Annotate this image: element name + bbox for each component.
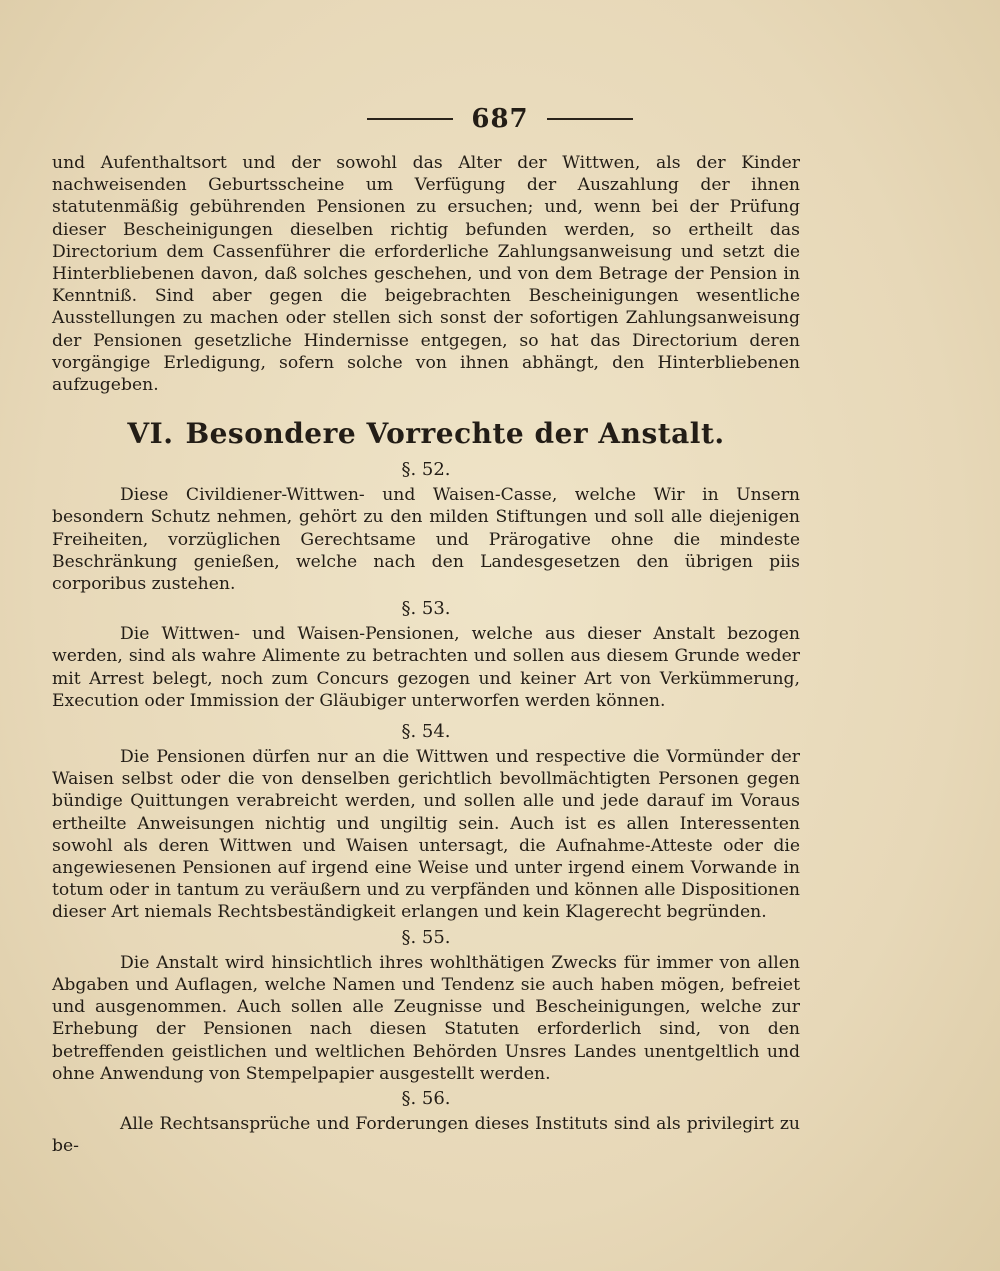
section-label: §. 53. xyxy=(401,598,451,620)
section-paragraph: Alle Rechtsansprüche und Forderungen dieses Instituts sind als privilegirt zu be- xyxy=(52,1113,800,1157)
chapter-title: Besondere Vorrechte der Anstalt. xyxy=(185,417,725,451)
chapter-number: VI. xyxy=(127,417,174,451)
section-paragraph: Diese Civildiener-Wittwen- und Waisen-Casse, welche Wir in Unsern besondern Schutz nehmen, gehört zu den milden Stiftungen und soll alle diejenigen Freiheiten, vorzüglichen Gerechtsame und Prärogative ohne die mindeste Beschränkung genießen, welche nach den Landesgesetzen den übrigen piis corporibus zustehen. xyxy=(52,485,800,595)
header-rule-right xyxy=(547,118,633,120)
page-number: 687 xyxy=(471,104,529,134)
section-paragraph: Die Pensionen dürfen nur an die Wittwen und respective die Vormünder der Waisen selbst oder die von denselben gerichtlich bevollmächtigten Personen gegen bündige Quittungen verabreicht werden, und sollen alle und jede darauf im Voraus ertheilte Anweisungen nichtig und ungiltig sein. Auch ist es allen Interessenten sowohl als deren Wittwen und Waisen untersagt, die Aufnahme-Atteste oder die angewiesenen Pensionen auf irgend eine Weise und unter irgend einem Vorwande in totum oder in tantum zu veräußern und zu verpfänden und können alle Dispositionen dieser Art niemals Rechtsbeständigkeit erlangen und kein Klagerecht begründen. xyxy=(52,747,800,923)
chapter-heading xyxy=(52,418,800,450)
section-label: §. 52. xyxy=(401,459,451,481)
body-text xyxy=(52,152,800,1157)
section-label: §. 56. xyxy=(401,1087,451,1109)
header-rule-left xyxy=(367,118,453,120)
section-paragraph: Die Anstalt wird hinsichtlich ihres wohlthätigen Zwecks für immer von allen Abgaben und Auflagen, welche Namen und Tendenz sie auch haben mögen, befreiet und ausgenommen. Auch sollen alle Zeugnisse und Bescheinigungen, welche zur Erhebung der Pensionen nach diesen Statuten erforderlich sind, von den betreffenden geistlichen und weltlichen Behörden Unsres Landes unentgeltlich und ohne Anwendung von Stempelpapier ausgestellt werden. xyxy=(52,952,800,1084)
page-header xyxy=(0,104,1000,134)
section-paragraph: Die Wittwen- und Waisen-Pensionen, welche aus dieser Anstalt bezogen werden, sind als wahre Alimente zu betrachten und sollen aus diesem Grunde weder mit Arrest belegt, noch zum Concurs gezogen und keiner Art von Verkümmerung, Execution oder Immission der Gläubiger unterworfen werden können. xyxy=(52,624,800,711)
section-label: §. 55. xyxy=(401,926,451,948)
section-label: §. 54. xyxy=(401,721,451,743)
intro-paragraph: und Aufenthaltsort und der sowohl das Alter der Wittwen, als der Kinder nachweisenden Geburtsscheine um Verfügung der Auszahlung der ihnen statutenmäßig gebührenden Pensionen zu ersuchen; und, wenn bei der Prüfung dieser Bescheinigungen dieselben richtig befunden werden, so ertheilt das Directorium dem Cassenführer die erforderliche Zahlungsanweisung und setzt die Hinterbliebenen davon, daß solches geschehen, und von dem Betrage der Pension in Kenntniß. Sind aber gegen die beigebrachten Bescheinigungen wesentliche Ausstellungen zu machen oder stellen sich sonst der sofortigen Zahlungsanweisung der Pensionen gesetzliche Hindernisse entgegen, so hat das Directorium deren vorgängige Erledigung, sofern solche von ihnen abhängt, den Hinterbliebenen aufzugeben. xyxy=(52,153,800,396)
